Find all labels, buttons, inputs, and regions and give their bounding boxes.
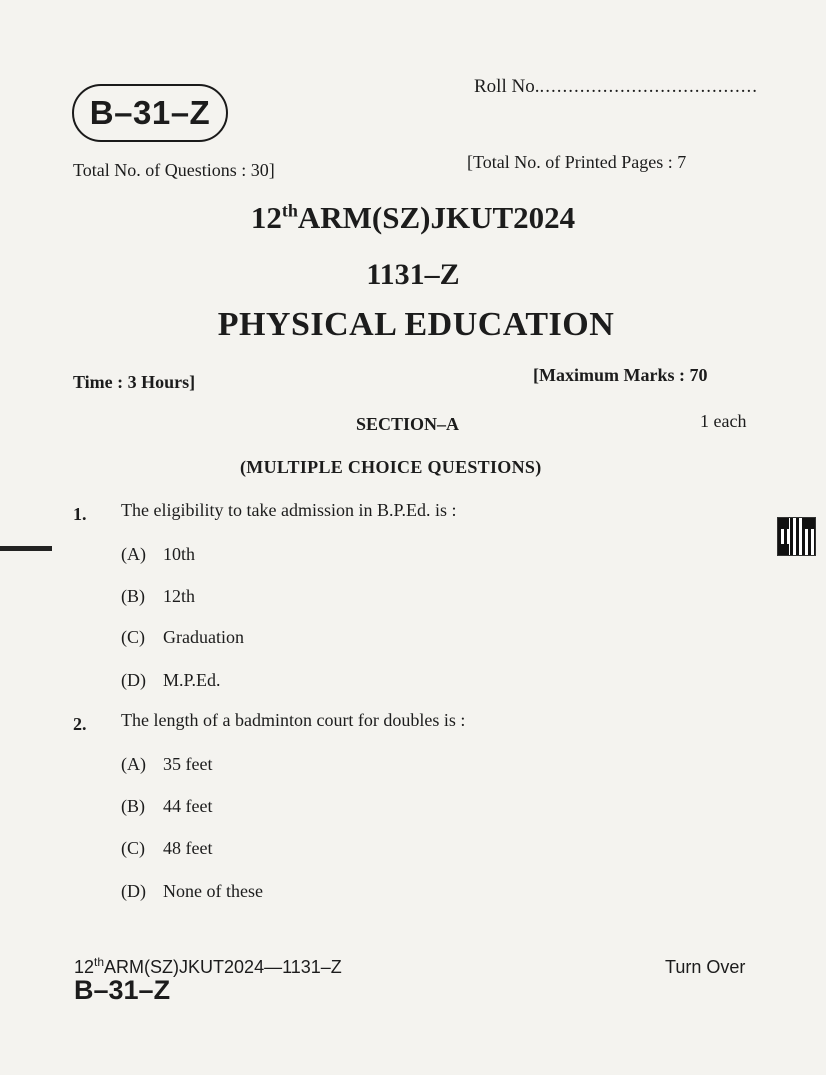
- question-number: 2.: [73, 714, 87, 734]
- option-text: 44 feet: [163, 796, 213, 816]
- option-item: [121, 881, 263, 902]
- footer-paper-code: B–31–Z: [74, 975, 171, 1005]
- question-text: The length of a badminton court for doubles is :: [121, 710, 466, 730]
- option-label: (C): [121, 838, 145, 858]
- option-item: [121, 796, 212, 817]
- exam-title-prefix: 12: [250, 200, 282, 235]
- exam-title-sup: th: [281, 200, 298, 221]
- time-allowed: Time : 3 Hours]: [73, 372, 196, 392]
- option-text: Graduation: [163, 627, 244, 647]
- total-pages: [Total No. of Printed Pages : 7: [467, 152, 687, 172]
- section-heading: SECTION–A: [356, 414, 460, 434]
- option-item: [121, 627, 244, 648]
- roll-dots: ......................................: [539, 76, 758, 97]
- option-text: M.P.Ed.: [163, 670, 221, 690]
- option-text: 35 feet: [163, 754, 213, 774]
- option-text: None of these: [163, 881, 263, 901]
- maximum-marks: [Maximum Marks : 70: [533, 365, 708, 385]
- option-label: (B): [121, 796, 145, 816]
- margin-mark: [0, 546, 52, 551]
- question-text: The eligibility to take admission in B.P.Ed. is :: [121, 500, 457, 520]
- subject-title: PHYSICAL EDUCATION: [217, 306, 615, 343]
- qr-code-icon: [777, 517, 816, 556]
- option-item: [121, 754, 212, 775]
- option-item: [121, 838, 212, 859]
- option-text: 48 feet: [163, 838, 213, 858]
- option-label: (D): [121, 670, 146, 690]
- option-label: (A): [121, 754, 146, 774]
- section-marks: 1 each: [700, 411, 747, 431]
- option-item: [121, 670, 221, 691]
- exam-title: [0, 200, 826, 236]
- question-number: 1.: [73, 504, 87, 524]
- option-label: (B): [121, 586, 145, 606]
- exam-title-rest: ARM(SZ)JKUT2024: [297, 200, 576, 235]
- option-item: [121, 544, 195, 565]
- roll-label: Roll No.: [474, 76, 540, 97]
- footer-code-prefix: 12: [74, 957, 95, 977]
- footer-code-sup: th: [94, 955, 105, 969]
- option-item: [121, 586, 195, 607]
- option-label: (A): [121, 544, 146, 564]
- turn-over-label: Turn Over: [665, 957, 746, 977]
- option-label: (D): [121, 881, 146, 901]
- paper-code: B–31–Z: [89, 94, 211, 131]
- paper-number: 1131–Z: [366, 258, 460, 291]
- total-questions: Total No. of Questions : 30]: [73, 160, 275, 180]
- option-text: 10th: [163, 544, 196, 564]
- paper-code-box: [72, 84, 228, 142]
- option-label: (C): [121, 627, 145, 647]
- footer-code-rest: ARM(SZ)JKUT2024—1131–Z: [104, 957, 342, 977]
- section-subtitle: (MULTIPLE CHOICE QUESTIONS): [240, 457, 542, 477]
- roll-number-line: [474, 76, 758, 98]
- option-text: 12th: [163, 586, 196, 606]
